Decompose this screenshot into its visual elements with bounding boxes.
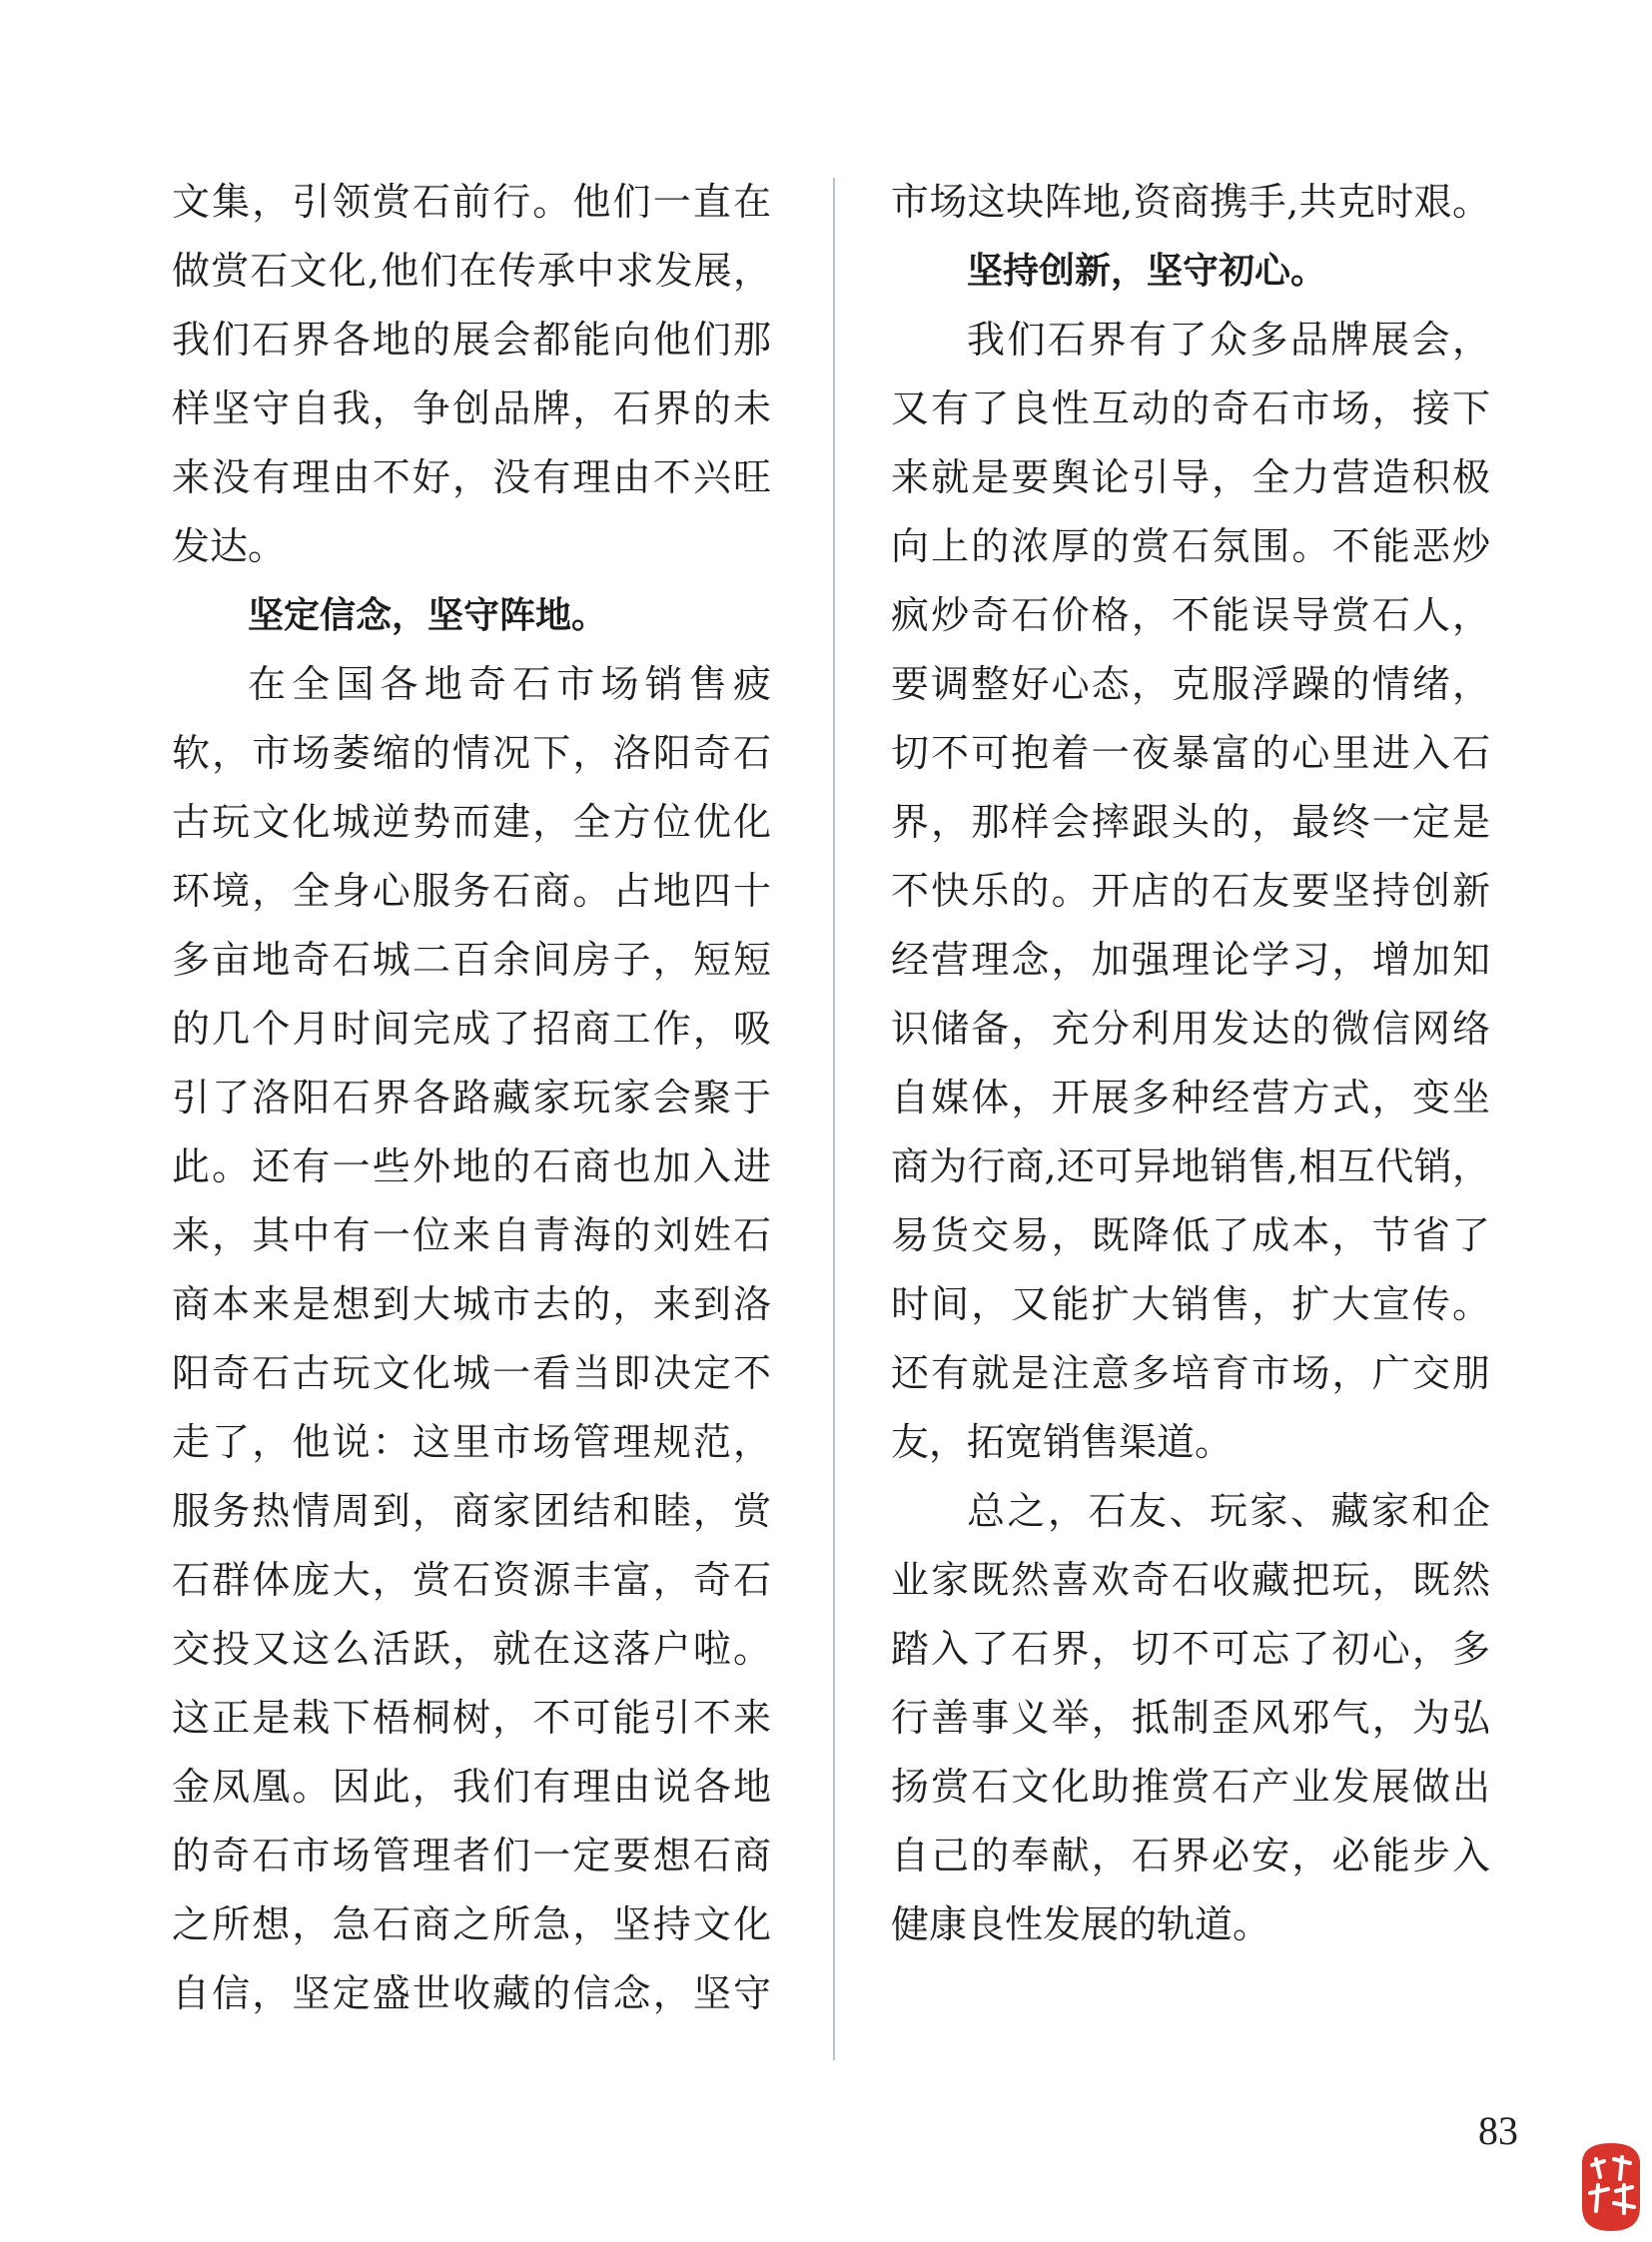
text-line: 界，那样会摔跟头的，最终一定是 [891,800,1490,844]
text-line: 这正是栽下梧桐树，不可能引不来 [172,1696,771,1740]
text-line: 阳奇石古玩文化城一看当即决定不 [172,1351,771,1395]
column-divider [833,178,835,2060]
text-line: 来，其中有一位来自青海的刘姓石 [172,1213,771,1257]
text-line: 此。还有一些外地的石商也加入进 [172,1144,771,1188]
text-line: 健康良性发展的轨道。 [891,1902,1271,1946]
left-text-column [172,168,771,2028]
text-line: 在全国各地奇石市场销售疲 [248,662,771,706]
text-line: 踏入了石界，切不可忘了初心，多 [891,1627,1490,1671]
text-line: 时间，又能扩大销售，扩大宣传。 [891,1282,1490,1326]
text-line: 业家既然喜欢奇石收藏把玩，既然 [891,1558,1490,1602]
text-line: 还有就是注意多培育市场，广交朋 [891,1351,1490,1395]
text-line: 要调整好心态，克服浮躁的情绪， [891,662,1490,706]
section-heading: 坚定信念，坚守阵地。 [248,595,608,636]
text-line: 疯炒奇石价格，不能误导赏石人， [891,593,1490,637]
text-line: 交投又这么活跃，就在这落户啦。 [172,1627,771,1671]
text-line: 走了，他说：这里市场管理规范， [172,1420,771,1464]
text-line: 的几个月时间完成了招商工作，吸 [172,1007,771,1051]
text-line: 不快乐的。开店的石友要坚持创新 [891,869,1490,913]
text-line: 切不可抱着一夜暴富的心里进入石 [891,731,1490,775]
text-line: 来就是要舆论引导，全力营造积极 [891,455,1490,499]
text-line: 发达。 [172,524,287,568]
text-line: 市场这块阵地,资商携手,共克时艰。 [891,180,1490,224]
page-number: 83 [1478,2108,1518,2153]
text-line: 文集，引领赏石前行。他们一直在 [172,180,771,224]
right-text-column [891,168,1490,1959]
text-line: 自信，坚定盛世收藏的信念，坚守 [172,1971,771,2015]
text-line: 金凤凰。因此，我们有理由说各地 [172,1765,771,1809]
text-line: 服务热情周到，商家团结和睦，赏 [172,1489,771,1533]
text-line: 自媒体，开展多种经营方式，变坐 [891,1076,1490,1120]
text-line: 软，市场萎缩的情况下，洛阳奇石 [172,731,771,775]
text-line: 我们石界各地的展会都能向他们那 [172,318,771,362]
text-line: 易货交易，既降低了成本，节省了 [891,1213,1490,1257]
text-line: 样坚守自我，争创品牌，石界的未 [172,386,771,430]
text-line: 经营理念，加强理论学习，增加知 [891,938,1490,982]
text-line: 古玩文化城逆势而建，全方位优化 [172,800,771,844]
text-line: 扬赏石文化助推赏石产业发展做出 [891,1765,1490,1809]
text-line: 做赏石文化,他们在传承中求发展， [172,249,771,293]
text-line: 多亩地奇石城二百余间房子，短短 [172,938,771,982]
text-line: 石群体庞大，赏石资源丰富，奇石 [172,1558,771,1602]
text-line: 引了洛阳石界各路藏家玩家会聚于 [172,1076,771,1120]
text-line: 的奇石市场管理者们一定要想石商 [172,1834,771,1877]
text-line: 环境，全身心服务石商。占地四十 [172,869,771,913]
text-line: 我们石界有了众多品牌展会， [967,318,1490,362]
text-line: 又有了良性互动的奇石市场，接下 [891,386,1490,430]
text-line: 商为行商,还可异地销售,相互代销， [891,1144,1490,1188]
watermark-seal-icon [1574,2137,1648,2237]
text-line: 商本来是想到大城市去的，来到洛 [172,1282,771,1326]
text-line: 友，拓宽销售渠道。 [891,1420,1234,1464]
text-line: 向上的浓厚的赏石氛围。不能恶炒 [891,524,1490,568]
text-line: 总之，石友、玩家、藏家和企 [967,1489,1490,1533]
section-heading: 坚持创新，坚守初心。 [967,251,1327,292]
text-line: 之所想，急石商之所急，坚持文化 [172,1902,771,1946]
text-line: 自己的奉献，石界必安，必能步入 [891,1834,1490,1877]
text-line: 来没有理由不好，没有理由不兴旺 [172,455,771,499]
text-line: 行善事义举，抵制歪风邪气，为弘 [891,1696,1490,1740]
text-line: 识储备，充分利用发达的微信网络 [891,1007,1490,1051]
